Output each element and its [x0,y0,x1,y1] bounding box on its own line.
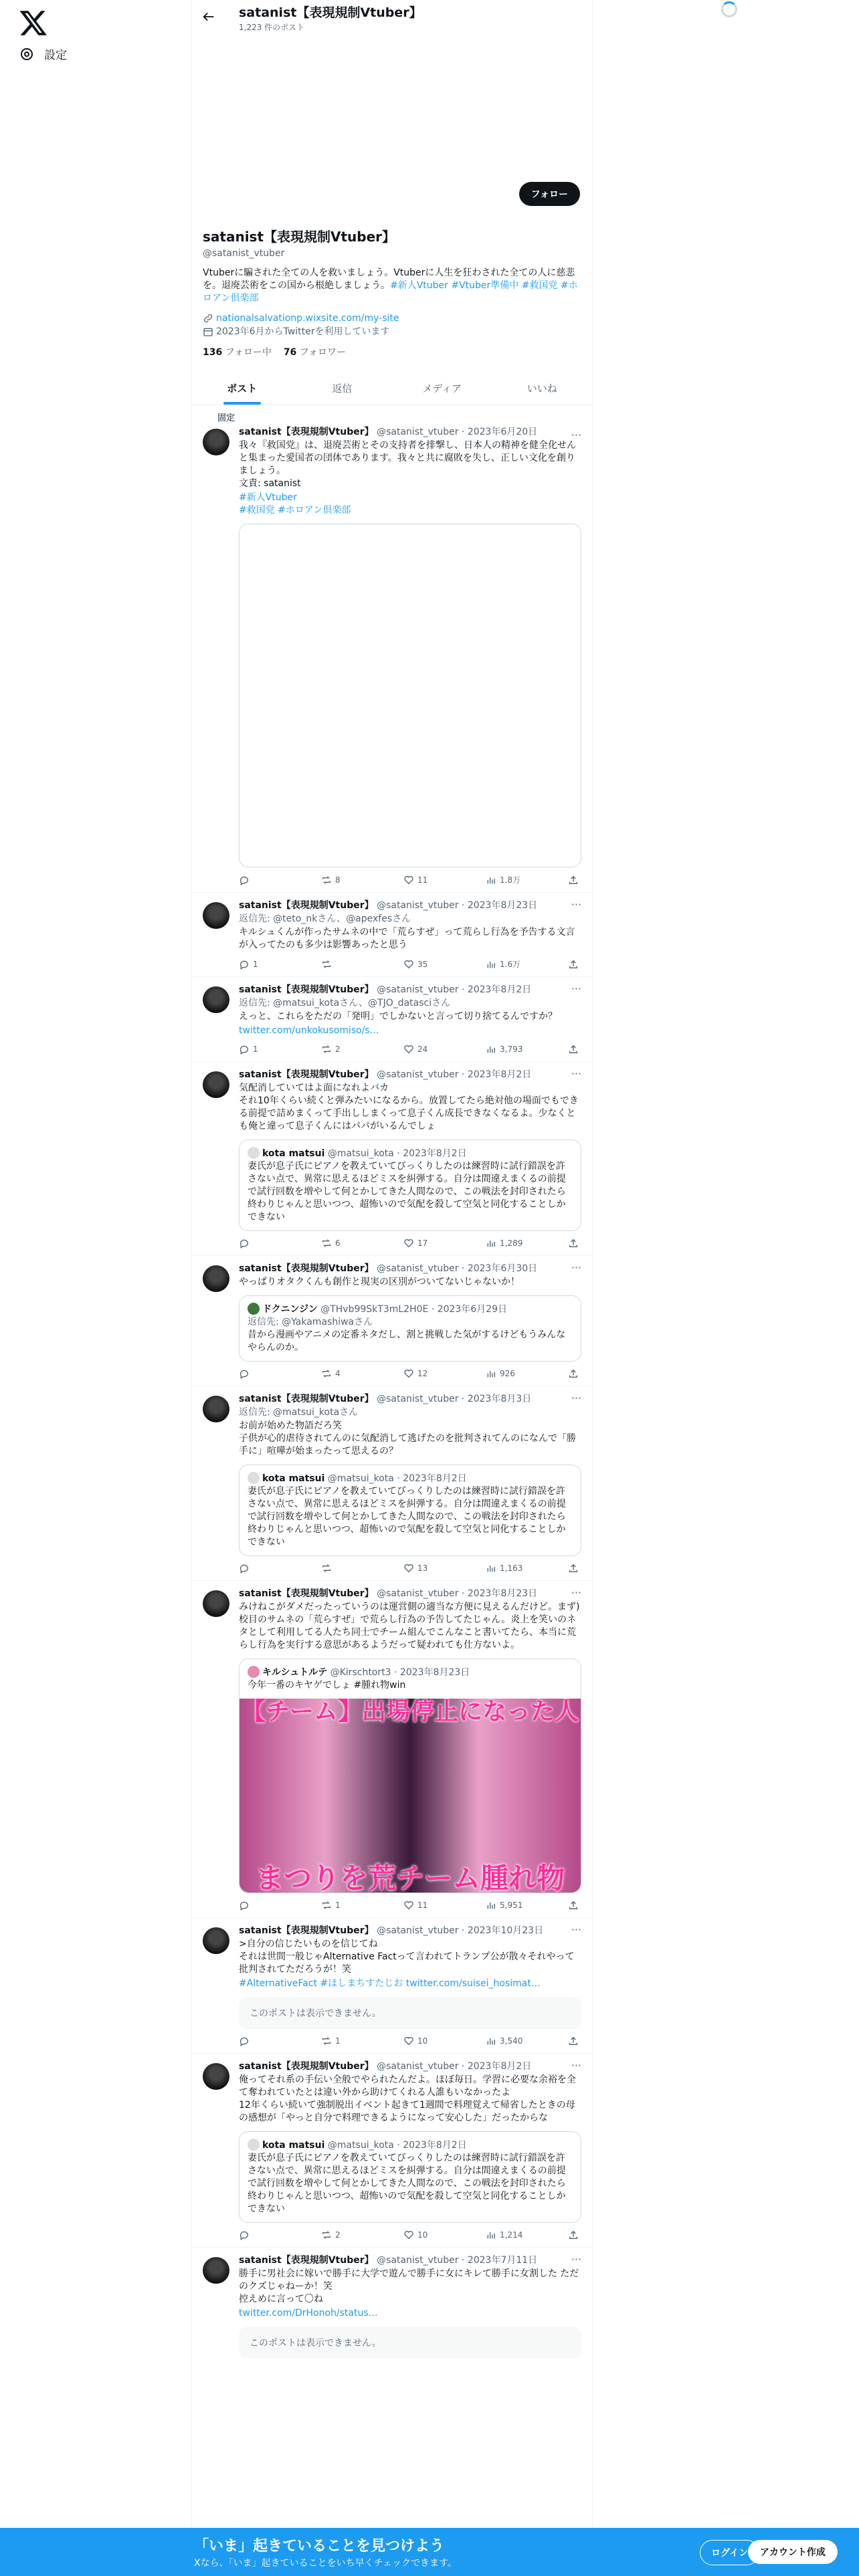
share-button[interactable] [568,1238,581,1249]
quote-meta: @matsui_kota · 2023年8月2日 [327,1148,467,1159]
unavailable-post: このポストは表示できません。 [239,1997,581,2029]
like-button[interactable] [403,1238,444,1249]
reply-icon [239,1563,250,1574]
views-count: 5,951 [500,1901,523,1910]
reply-count: 1 [253,1045,258,1054]
share-button[interactable] [568,1563,581,1574]
more-icon[interactable]: ··· [571,1067,581,1080]
retweet-count: 8 [335,875,341,885]
share-button[interactable] [568,958,581,970]
quote-author: ドクニンジン [262,1304,318,1315]
loading-spinner [721,1,737,17]
quoted-tweet[interactable] [239,1295,581,1362]
more-icon[interactable]: ··· [571,982,581,995]
tweet[interactable] [192,1256,592,1386]
login-button[interactable]: ログイン [700,2540,759,2565]
like-button[interactable] [403,2036,444,2046]
quote-text: 今年一番のキヤゲでしょ #腫れ物win [248,1680,406,1691]
profile-info [192,189,592,358]
tweet-author[interactable]: satanist【表現規制Vtuber】 [239,1588,374,1599]
settings-link[interactable] [19,45,67,62]
views-count: 3,540 [500,2036,523,2046]
quote-text: 昔から漫画やアニメの定番ネタだし、割と挑戦した気がするけどもうみんなやらんのか。 [248,1329,566,1353]
heart-icon [403,2230,414,2240]
main-column [191,0,593,2576]
tweet-actions [239,2036,581,2046]
retweet-button[interactable] [321,1900,361,1911]
tweet-meta: @satanist_vtuber · 2023年6月20日 [377,427,538,437]
image-caption-bottom: まつりを荒チーム腫れ物 [255,1862,565,1893]
reply-to[interactable]: 返信先: @matsui_kotaさん [239,1407,359,1418]
x-logo-icon[interactable] [19,8,48,37]
avatar[interactable] [203,1265,229,1292]
views-icon [486,2036,496,2046]
tweet[interactable] [192,2248,592,2365]
tweet-text: 我々『救国党』は、退廃芸術とその支持者を排撃し、日本人の精神を健全化せんと集まった愛国者の団体であります。我々と共に腐敗を失し、正しい文化を創りましょう。 文責: satanist [239,440,576,489]
calendar-icon [203,326,213,337]
quote-text: 妻氏が息子氏にピアノを教えていてびっくりしたのは練習時に試行錯誤を許さない点で、異常に思えるほどミスを糾弾する。自分は間違えまくるの前提で試行回数を増やして何とかしてきた人間なので、この戦法を封印されたら終わりじゃんと思いつつ、超怖いので気配を殺して空気と同化することしかできない [248,1486,566,1547]
tweet-hashtags[interactable]: #AlternativeFact #ほしまちすたじお [239,1978,403,1989]
profile-bio [203,267,581,305]
tab-replies[interactable]: 返信 [332,383,353,395]
avatar[interactable] [203,902,229,929]
quote-avatar [248,1147,260,1159]
tweet-media[interactable] [239,524,581,867]
like-count: 10 [417,2036,428,2046]
retweet-icon [321,875,332,885]
share-icon [568,1368,579,1379]
views-button[interactable] [486,1044,526,1055]
tweet-header [239,984,581,996]
back-arrow-icon[interactable] [201,9,216,24]
tab-media[interactable]: メディア [422,383,462,395]
tweet-header [239,426,581,438]
reply-icon [239,1044,250,1055]
quote-avatar [248,1303,260,1315]
profile-link-row [203,312,581,325]
share-button[interactable] [568,1044,581,1055]
retweet-count: 2 [335,1045,341,1054]
like-count: 13 [417,1564,428,1573]
tweet[interactable] [192,977,592,1062]
profile-name: satanist【表現規制Vtuber】 [203,229,396,245]
views-icon [486,1368,496,1379]
retweet-button[interactable] [321,2230,361,2240]
tweet-meta: @satanist_vtuber · 2023年8月2日 [377,2061,532,2072]
heart-icon [403,2036,414,2046]
tweet-meta: @satanist_vtuber · 2023年10月23日 [377,1925,544,1936]
tweet-link-anchor[interactable]: twitter.com/DrHonoh/status… [239,2308,378,2319]
share-button[interactable] [568,2230,581,2240]
reply-icon [239,875,250,885]
quote-header [248,1147,573,1160]
settings-label: 設定 [44,49,67,62]
avatar[interactable] [203,1590,229,1617]
reply-icon [239,1900,250,1911]
views-icon [486,1563,496,1574]
tweet-header [239,1588,581,1600]
link-icon [203,313,213,324]
like-count: 12 [417,1369,428,1378]
retweet-icon [321,1238,332,1249]
tab-posts[interactable]: ポスト [192,370,292,405]
avatar[interactable] [203,1396,229,1422]
like-count: 10 [417,2230,428,2240]
tweet-actions [239,874,581,885]
followers-count[interactable]: 76 [283,347,297,358]
heart-icon [403,875,414,885]
tweet-meta: @satanist_vtuber · 2023年6月30日 [377,1263,538,1274]
tweet-author[interactable]: satanist【表現規制Vtuber】 [239,2255,374,2266]
more-icon[interactable]: ··· [571,1261,581,1274]
quoted-tweet[interactable] [239,1140,581,1231]
views-button[interactable] [486,1900,526,1911]
quote-image[interactable] [240,1699,581,1893]
reply-count: 1 [253,959,258,969]
tweet-meta: @satanist_vtuber · 2023年8月23日 [377,900,538,911]
views-icon [486,2230,496,2240]
avatar[interactable] [203,1071,229,1098]
tweet-header [239,1925,581,1937]
share-icon [568,1563,579,1574]
tweet[interactable] [192,893,592,977]
tweet-actions [239,1900,581,1911]
like-button[interactable] [403,1563,444,1574]
reply-button[interactable] [239,1238,279,1249]
banner-title: 「いま」起きていることを見つけよう [194,2538,445,2555]
quoted-tweet[interactable] [239,1465,581,1556]
tweet[interactable] [192,423,592,893]
tweet-header [239,2254,581,2266]
pinned-label: 固定 [217,413,235,423]
tweet-text: 気配消していてはよ面になれよバカ それ10年くらい続くと弾みたいになるから。放置してたら絶対他の場面でもできる前提で詰めまくって手出ししまくって息子くん成長できなくなるよ。少なくとも俺と違って息子くんにはパパがいるんでしょ [239,1083,579,1132]
tweet-actions [239,958,581,970]
heart-icon [403,1563,414,1574]
quote-meta: @Kirschtort3 · 2023年8月23日 [330,1667,470,1678]
retweet-button[interactable] [321,874,361,885]
tweet-text: 勝手に男社会に嫁いで勝手に大学で遊んで勝手に女にキレて勝手に女割した ただのクズじゃねーか！笑 控えめに言って〇ね [239,2268,579,2304]
retweet-count: 1 [335,2036,341,2046]
tweet-link[interactable] [239,2307,581,2320]
tweet-link-anchor[interactable]: twitter.com/suisei_hosimat… [405,1978,541,1989]
tweet-text: みけねこがダメだったっていうのは運営側の適当な方便に見えるんだけど。まず)校目のサムネの「荒らすぜ」で荒らし行為の予告してたじゃん。炎上を笑いのネタとして利用してる人たち同士でチーム組んでこんなこと書いてたら、本当に荒らし行為を実行する意思があるようだって疑われても仕方ないよ。 [239,1602,580,1650]
reply-button[interactable] [239,874,279,885]
tweet-author[interactable]: satanist【表現規制Vtuber】 [239,1925,374,1936]
avatar[interactable] [203,1927,229,1954]
quote-meta: @THvb99SkT3mL2H0E · 2023年6月29日 [320,1304,508,1315]
reply-button[interactable] [239,2230,279,2240]
profile-joined: 2023年6月からTwitterを利用しています [216,326,390,337]
more-icon[interactable]: ··· [571,429,581,441]
quote-author: kota matsui [262,1148,325,1159]
more-icon[interactable]: ··· [571,2253,581,2266]
share-icon [568,1044,579,1055]
profile-joined-row [203,325,581,338]
tweet[interactable] [192,1918,592,2054]
retweet-icon [321,2036,332,2046]
more-icon[interactable]: ··· [571,1392,581,1404]
share-icon [568,1238,579,1249]
tweet-text: やっぱりオタクくんも創作と現実の区別がついてないじゃないか！ [239,1277,520,1287]
views-icon [486,1238,496,1249]
reply-button[interactable] [239,1900,279,1911]
tweet-meta: @satanist_vtuber · 2023年8月23日 [377,1588,538,1599]
share-icon [568,2036,579,2046]
quote-meta: @matsui_kota · 2023年8月2日 [327,2140,467,2151]
tweet-link-anchor[interactable]: twitter.com/unkokusomiso/s… [239,1025,379,1036]
views-icon [486,1900,496,1911]
tweet-text: キルシュくんが作ったサムネの中で「荒らすぜ」って荒らし行為を予告する文言が入ってたのも多少は影響あったと思う [239,927,575,950]
tweet[interactable] [192,1386,592,1581]
quote-avatar [248,2139,260,2151]
retweet-count: 4 [335,1369,341,1378]
reply-button[interactable] [239,2036,279,2046]
tweet-actions [239,1368,581,1379]
quote-author: kota matsui [262,2140,325,2151]
quote-header [248,1303,573,1316]
quote-header [248,1666,573,1679]
more-icon[interactable]: ··· [571,1923,581,1936]
like-button[interactable] [403,874,444,885]
quote-author: kota matsui [262,1473,325,1484]
views-count: 1,163 [500,1564,523,1573]
retweet-count: 1 [335,1901,341,1910]
header-post-count: 1,223 件のポスト [239,23,305,32]
like-count: 11 [417,1901,428,1910]
tweet-meta: @satanist_vtuber · 2023年8月2日 [377,984,532,995]
tweet-tags-line [239,1977,581,1990]
image-caption-top: 【チーム】出場停止になった人 [241,1699,579,1725]
retweet-count: 2 [335,2230,341,2240]
following-count[interactable]: 136 [203,347,223,358]
retweet-icon [321,1044,332,1055]
quoted-tweet[interactable] [239,2131,581,2223]
quote-author: キルシュトルテ [262,1667,328,1678]
reply-icon [239,2036,250,2046]
bio-hashtags[interactable]: #新人Vtuber #Vtuber準備中 #救国党 #ホロアン倶楽部 [203,280,578,304]
tweet-actions [239,2230,581,2240]
share-button[interactable] [568,2036,581,2046]
views-button[interactable] [486,2036,526,2046]
following-label[interactable]: フォロー中 [225,347,272,358]
retweet-button[interactable] [321,1368,361,1379]
quote-text: 妻氏が息子氏にピアノを教えていてびっくりしたのは練習時に試行錯誤を許さない点で、異常に思えるほどミスを糾弾する。自分は間違えまくるの前提で試行回数を増やして何とかしてきた人間なので、この戦法を封印されたら終わりじゃんと思いつつ、超怖いので気配を殺して空気と同化することしかできない [248,2153,566,2214]
quote-header [248,1472,573,1485]
reply-to[interactable]: 返信先: @teto_nkさん、@apexfesさん [239,914,411,924]
views-count: 1.6万 [500,960,521,969]
quote-text: 妻氏が息子氏にピアノを教えていてびっくりしたのは練習時に試行錯誤を許さない点で、異常に思えるほどミスを糾弾する。自分は間違えまくるの前提で試行回数を増やして何とかしてきた人間なので、この戦法を封印されたら終わりじゃんと思いつつ、超怖いので気配を殺して空気と同化することしかできない [248,1161,566,1222]
tweet-actions [239,1044,581,1055]
like-count: 17 [417,1239,428,1248]
tweet-author[interactable]: satanist【表現規制Vtuber】 [239,1394,374,1404]
avatar[interactable] [203,429,229,455]
tweet-link[interactable] [239,1025,581,1037]
views-button[interactable] [486,1563,526,1574]
heart-icon [403,1900,414,1911]
quote-avatar [248,1666,260,1678]
tweet-text: 俺ってそれ系の手伝い全般でやられたんだよ。ほぼ毎日。学習に必要な余裕を全て奪われていたとは違い外から助けてくれる人誰もいなかったよ 12年くらい続いて強制脱出イベント起きて1週間で料理覚えて帰省したときの母の感想が「やっと自分で料理できるようになって安心した」だったからな [239,2074,576,2123]
tweet-actions [239,1563,581,1574]
retweet-icon [321,2230,332,2240]
views-count: 926 [500,1369,515,1378]
retweet-icon [321,1368,332,1379]
views-button[interactable] [486,1368,526,1379]
tweet-header [239,1069,581,1081]
reply-to[interactable]: 返信先: @matsui_kotaさん、@TJO_datasciさん [239,998,451,1008]
tweet-header [239,899,581,911]
reply-icon [239,959,250,970]
retweet-icon [321,1563,332,1574]
quoted-tweet[interactable] [239,1658,581,1893]
signup-button[interactable]: アカウント作成 [748,2540,838,2564]
retweet-button[interactable] [321,1238,361,1249]
like-count: 35 [417,959,428,969]
tweet-meta: @satanist_vtuber · 2023年8月3日 [377,1394,532,1404]
profile-stats [203,345,581,358]
reply-icon [239,1238,250,1249]
quote-reply-to: 返信先: @Yakamashiwaさん [248,1317,373,1327]
tweet-text: えっと、これらをただの「発明」でしかないと言って切り捨てるんですか？ [239,1011,557,1022]
tweet-author[interactable]: satanist【表現規制Vtuber】 [239,427,374,437]
views-button[interactable] [486,958,526,970]
tab-likes[interactable]: いいね [527,383,557,395]
views-icon [486,959,496,970]
share-icon [568,1900,579,1911]
like-button[interactable] [403,2230,444,2240]
follow-button[interactable]: フォロー [519,182,580,206]
tweet-actions [239,1238,581,1249]
unavailable-post: このポストは表示できません。 [239,2327,581,2359]
share-icon [568,875,579,885]
share-icon [568,2230,579,2240]
tweet-meta: @satanist_vtuber · 2023年7月11日 [377,2255,538,2266]
share-button[interactable] [568,874,581,885]
like-count: 11 [417,875,428,885]
tweet[interactable] [192,1581,592,1918]
quote-header [248,2139,573,2152]
tweet-header [239,1393,581,1405]
avatar[interactable] [203,986,229,1013]
like-button[interactable] [403,1044,444,1055]
reply-button[interactable] [239,1563,279,1574]
bio-text: Vtuberに騙された全ての人を救いましょう。Vtuberに人生を狂わされた全ての人に慈悲を。退廃芸術をこの国から根絶しましょう。 [203,267,575,291]
tweet[interactable] [192,1062,592,1256]
gear-icon [19,46,35,62]
share-button[interactable] [568,1368,581,1379]
tweet-author[interactable]: satanist【表現規制Vtuber】 [239,984,374,995]
reply-icon [239,1368,250,1379]
profile-header [192,0,592,39]
profile-handle: @satanist_vtuber [203,248,285,259]
views-count: 1.8万 [500,875,521,885]
more-icon[interactable]: ··· [571,2059,581,2072]
views-button[interactable] [486,2230,526,2240]
signup-banner [0,2528,859,2576]
share-button[interactable] [568,1900,581,1911]
avatar[interactable] [203,2257,229,2284]
retweet-button[interactable] [321,1563,361,1574]
followers-label[interactable]: フォロワー [299,347,347,358]
views-button[interactable] [486,874,526,885]
tweet-meta: @satanist_vtuber · 2023年8月2日 [377,1069,532,1080]
more-icon[interactable]: ··· [571,898,581,911]
tweet-text: お前が始めた物語だろ笑 子供が心的虐待されてんのに気配消して逃げたのを批判されてんのになんで「勝手に」喧嘩が始まったって思えるの？ [239,1420,576,1457]
share-icon [568,959,579,970]
views-icon [486,1044,496,1055]
avatar[interactable] [203,2063,229,2090]
tweet-text: >自分の信じたいものを信じてね それは世間一般じゃAlternative Factって言われてトランプ公が散々それやって批判されてただろうが！笑 [239,1939,575,1975]
banner-subtitle: Xなら、「いま」起きていることをいち早くチェックできます。 [194,2558,458,2569]
heart-icon [403,1238,414,1249]
more-icon[interactable]: ··· [571,1586,581,1599]
tweet-author[interactable]: satanist【表現規制Vtuber】 [239,2061,374,2072]
reply-button[interactable] [239,1368,279,1379]
like-button[interactable] [403,958,444,970]
heart-icon [403,1044,414,1055]
heart-icon [403,959,414,970]
profile-meta [203,312,581,338]
profile-tabs [192,370,592,405]
profile-banner [192,39,592,166]
tweet-author[interactable]: satanist【表現規制Vtuber】 [239,1069,374,1080]
header-title: satanist【表現規制Vtuber】 [239,5,422,20]
like-button[interactable] [403,1900,444,1911]
views-count: 3,793 [500,1045,523,1054]
retweet-icon [321,959,332,970]
like-button[interactable] [403,1368,444,1379]
reply-button[interactable] [239,958,279,970]
profile-link[interactable]: nationalsalvationp.wixsite.com/my-site [216,313,399,324]
like-count: 24 [417,1045,428,1054]
tweet-author[interactable]: satanist【表現規制Vtuber】 [239,1263,374,1274]
tweet-header [239,1263,581,1275]
views-icon [486,875,496,885]
reply-icon [239,2230,250,2240]
reply-button[interactable] [239,1044,279,1055]
views-count: 1,289 [500,1239,523,1248]
retweet-count: 6 [335,1239,341,1248]
quote-avatar [248,1472,260,1484]
tweet-author[interactable]: satanist【表現規制Vtuber】 [239,900,374,911]
views-button[interactable] [486,1238,526,1249]
views-count: 1,214 [500,2230,523,2240]
tweet-hashtags[interactable]: #新人Vtuber #救国党 #ホロアン倶楽部 [239,492,351,516]
tweet[interactable] [192,2054,592,2248]
quote-meta: @matsui_kota · 2023年8月2日 [327,1473,467,1484]
retweet-button[interactable] [321,958,361,970]
tweet-header [239,2060,581,2072]
retweet-button[interactable] [321,2036,361,2046]
retweet-icon [321,1900,332,1911]
heart-icon [403,1368,414,1379]
retweet-button[interactable] [321,1044,361,1055]
